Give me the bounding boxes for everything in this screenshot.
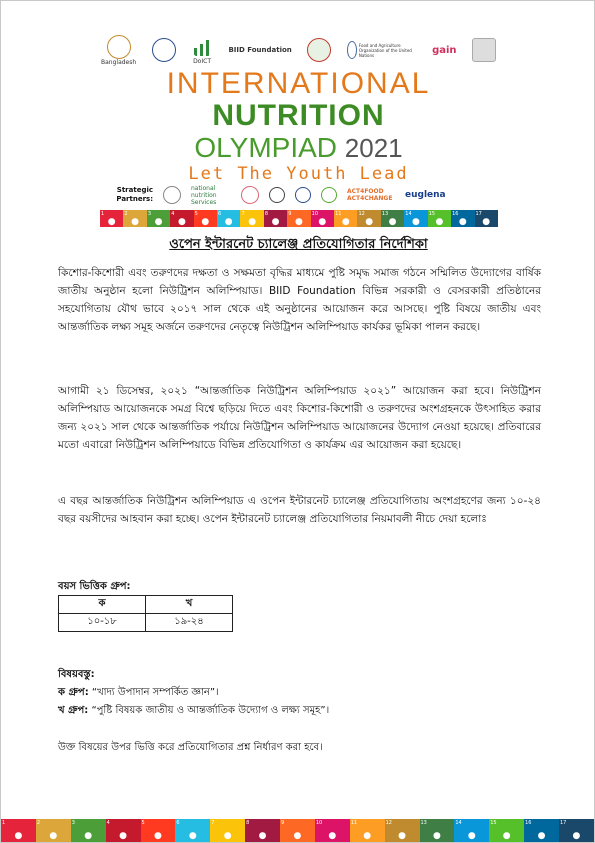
- subject-item: খ গ্রুপ: “পুষ্টি বিষয়ক জাতীয় ও আন্তর্জাতিক উদ্যোগ ও লক্ষ্য সমূহ”।: [58, 705, 330, 716]
- partners-label: Strategic Partners:: [116, 186, 153, 203]
- subject-item: ক গ্রুপ: “খাদ্য উপাদান সম্পর্কিত জ্ঞান”।: [58, 687, 219, 698]
- invitation-paragraph: এ বছর আন্তর্জাতিক নিউট্রিশন অলিম্পিয়াড এ ওপেন ইন্টারনেট চ্যালেঞ্জ প্রতিযোগিতায় অংশগ্রহণের জন্য ১০-২৪ বছর বয়সীদের আহবান করা হচ্ছে। ওপেন ইন্টারনেট চ্যালেঞ্জ প্রতিযোগিতার নিয়মাবলী নীচে দেয়া হলোঃ: [58, 495, 541, 525]
- sdg-goal-icon: 14 ●: [454, 819, 489, 842]
- doict-logo: DoICT: [191, 36, 213, 65]
- partner-nns-logo: national nutrition Services: [191, 184, 217, 206]
- partner-logo-6: [321, 187, 337, 203]
- sdg-goal-icon: 10 ●: [315, 819, 350, 842]
- sdg-goal-icon: 2 ●: [36, 819, 71, 842]
- sdg-strip-bottom: [1, 819, 594, 842]
- sdg-goal-icon: 2 ●: [123, 210, 146, 227]
- partner-logo-3: [241, 186, 259, 204]
- sdg-strip-top: [100, 210, 498, 227]
- age-group-label: বয়স ভিত্তিক গ্রুপ:: [58, 581, 131, 592]
- government-seal-logo: [307, 38, 331, 62]
- sdg-goal-icon: 1 ●: [100, 210, 123, 227]
- bangladesh-logo: Bangladesh: [101, 35, 136, 66]
- sdg-goal-icon: 3 ●: [147, 210, 170, 227]
- sdg-goal-icon: 17 ●: [475, 210, 498, 227]
- table-header: খ: [146, 596, 233, 614]
- sdg-goal-icon: 17 ●: [559, 819, 594, 842]
- sdg-goal-icon: 6 ●: [175, 819, 210, 842]
- gain-logo: gain: [432, 44, 457, 56]
- sdg-goal-icon: 7 ●: [240, 210, 263, 227]
- partner-seal-logo: [163, 186, 181, 204]
- sdg-goal-icon: 4 ●: [170, 210, 193, 227]
- event-banner: [1, 69, 595, 185]
- biid-logo: BIID Foundation: [228, 46, 292, 54]
- event-paragraph: আগামী ২১ ডিসেম্বর, ২০২১ “আন্তর্জাতিক নিউট্রিশন অলিম্পিয়াড ২০২১” আয়োজন করা হবে। নিউট্রিশন অলিম্পিয়াড আয়োজনকে সমগ্র বিশ্বে ছড়িয়ে দিতে এবং কিশোর-কিশোরী ও তরুণদের অংশগ্রহনকে উৎসাহিত করার জন্য ২০২১ সাল থেকে আন্তর্জাতিক পর্যায়ে নিউট্রিশন অলিম্পিয়াড আয়োজনের উদ্যোগ নেওয়া হয়েছে। প্রতিবারের মতো এবারো নিউট্রিশন অলিম্পিয়াডে বিভিন্ন প্রতিযোগিতা ও কার্যক্রম এর আয়োজন করা হয়েছে।: [58, 385, 541, 451]
- sdg-goal-icon: 9 ●: [287, 210, 310, 227]
- sdg-goal-icon: 16 ●: [451, 210, 474, 227]
- sdg-goal-icon: 16 ●: [524, 819, 559, 842]
- sdg-goal-icon: 13 ●: [381, 210, 404, 227]
- partner-euglena-logo: euglena: [405, 190, 446, 200]
- sdg-goal-icon: 3 ●: [71, 819, 106, 842]
- table-cell: ১০-১৮: [59, 614, 146, 632]
- sdg-goal-icon: 8 ●: [245, 819, 280, 842]
- page-title: ওপেন ইন্টারনেট চ্যালেঞ্জ প্রতিযোগিতার নির্দেশিকা: [169, 237, 428, 252]
- partner-act4food-logo: ACT4FOOD ACT4CHANGE: [347, 188, 393, 202]
- event-title-line2: NUTRITION: [212, 99, 385, 132]
- event-title-line1: INTERNATIONAL: [166, 67, 431, 100]
- sdg-goal-icon: 9 ●: [280, 819, 315, 842]
- fao-logo: Food and Agriculture Organization of the United Nations: [347, 41, 417, 59]
- sdg-goal-icon: 11 ●: [350, 819, 385, 842]
- strategic-partners: [113, 181, 493, 209]
- sdg-goal-icon: 1 ●: [1, 819, 36, 842]
- sdg-goal-icon: 15 ●: [428, 210, 451, 227]
- partner-logo-4: [269, 187, 285, 203]
- intro-paragraph: কিশোর-কিশোরী এবং তরুণদের দক্ষতা ও সক্ষমতা বৃদ্ধির মাধ্যমে পুষ্টি সমৃদ্ধ সমাজ গঠনে সম্মিলিত উদ্যোগের বার্ষিক জাতীয় অনুষ্ঠান হলো নিউট্রিশন অলিম্পিয়াড। BIID Foundation বিভিন্ন সরকারী ও বেসরকারী প্রতিষ্ঠানের সহযোগিতায় যৌথ ভাবে ২০১৭ সাল থেকে এই অনুষ্ঠানের আয়োজন করে আসছে। পুষ্টি বিষয়ে জাতীয় এবং আন্তর্জাতিক লক্ষ্য সমূহ অর্জনে তরুণদের নেতৃত্বে নিউট্রিশন অলিম্পিয়াড কার্যকর ভূমিকা পালন করছে।: [58, 267, 541, 333]
- sdg-goal-icon: 11 ●: [334, 210, 357, 227]
- sponsor-logos: [101, 35, 496, 65]
- sdg-goal-icon: 12 ●: [357, 210, 380, 227]
- sdg-goal-icon: 4 ●: [106, 819, 141, 842]
- sdg-goal-icon: 15 ●: [489, 819, 524, 842]
- sdg-goal-icon: 6 ●: [217, 210, 240, 227]
- sdg-goal-icon: 10 ●: [311, 210, 334, 227]
- age-group-table: [58, 595, 233, 632]
- table-cell: ১৯-২৪: [146, 614, 233, 632]
- closing-note: উক্ত বিষয়ের উপর ভিত্তি করে প্রতিযোগিতার প্রশ্ন নির্ধারণ করা হবে।: [58, 742, 323, 753]
- sdg-goal-icon: 12 ●: [385, 819, 420, 842]
- sdg-goal-icon: 5 ●: [194, 210, 217, 227]
- portrait-logo: [472, 38, 496, 62]
- subject-label: বিষয়বস্তু:: [58, 669, 95, 680]
- sdg-goal-icon: 8 ●: [264, 210, 287, 227]
- sdg-goal-icon: 13 ●: [420, 819, 455, 842]
- event-tagline: Let The Youth Lead: [188, 164, 409, 184]
- emblem-logo: [152, 38, 176, 62]
- sdg-goal-icon: 14 ●: [404, 210, 427, 227]
- sdg-goal-icon: 7 ●: [210, 819, 245, 842]
- event-title-line3: OLYMPIAD 2021: [194, 132, 403, 163]
- sdg-goal-icon: 5 ●: [141, 819, 176, 842]
- table-header: ক: [59, 596, 146, 614]
- partner-logo-5: [295, 187, 311, 203]
